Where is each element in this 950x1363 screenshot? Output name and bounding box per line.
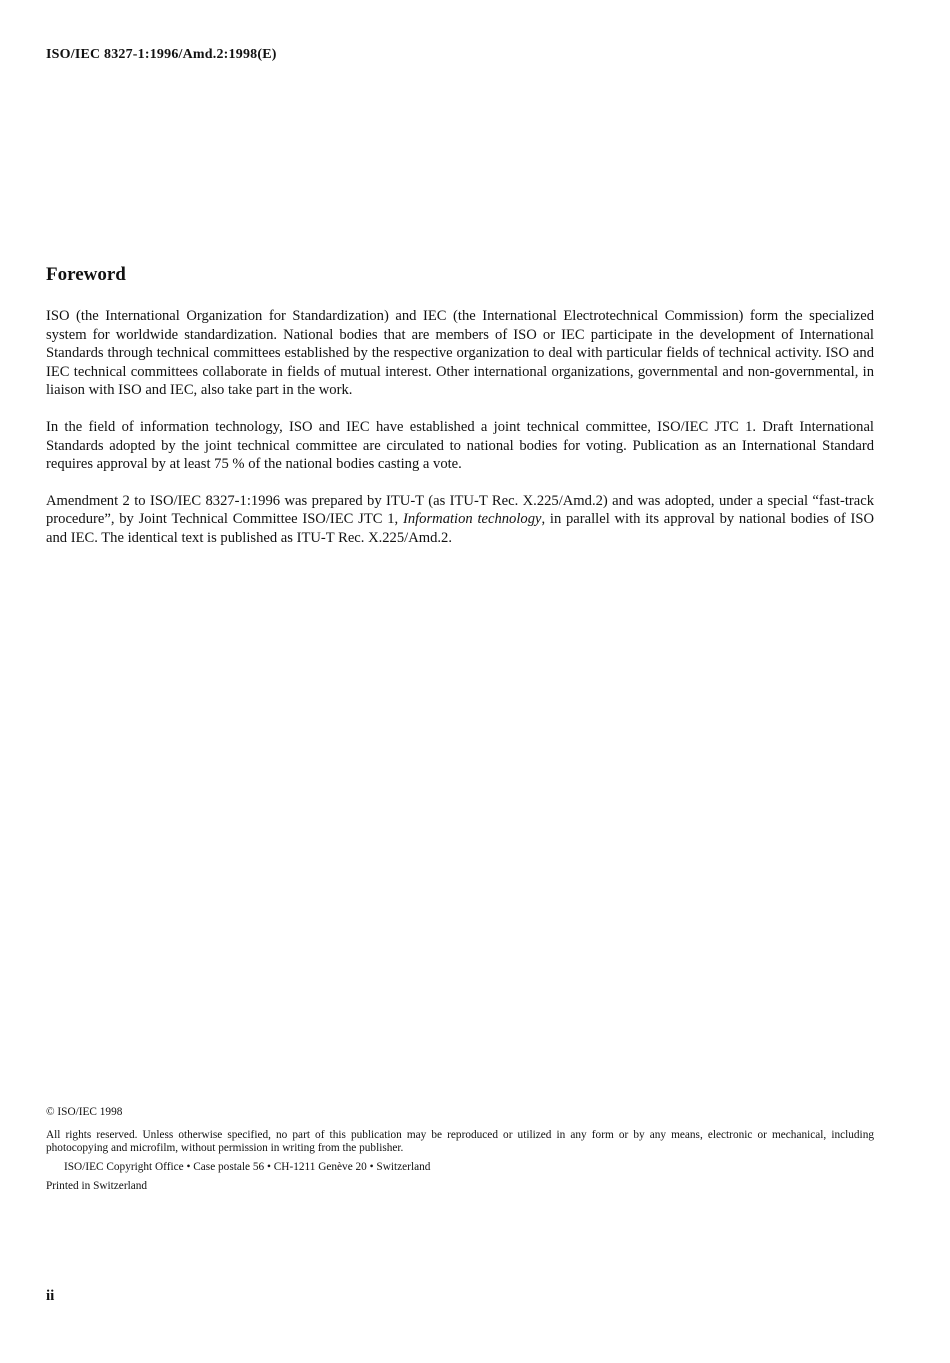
copyright-office-address: ISO/IEC Copyright Office • Case postale 56 • CH-1211 Genève 20 • Switzerland — [64, 1160, 431, 1173]
copyright-footer — [46, 1106, 874, 1194]
foreword-paragraph-1: ISO (the International Organization for Standardization) and IEC (the International Electrotechnical Commission) form the specialized system for worldwide standardization. National bodies that are members of ISO or IEC participate in the development of International Standards through technical committees established by the respective organization to deal with particular fields of technical activity. ISO and IEC technical committees collaborate in fields of mutual interest. Other international organizations, governmental and non-governmental, in liaison with ISO and IEC, also take part in the work. — [46, 308, 874, 399]
rights-statement: All rights reserved. Unless otherwise specified, no part of this publication may be reproduced or utilized in any form or by any means, electronic or mechanical, including photocopying and microfilm, without permission in writing from the publisher. — [46, 1128, 874, 1154]
document-header-id: ISO/IEC 8327-1:1996/Amd.2:1998(E) — [46, 47, 277, 62]
foreword-title: Foreword — [46, 264, 126, 285]
paragraph-3-text-start: Amendment 2 to ISO/IEC 8327-1:1996 was prepared by ITU-T (as ITU-T Rec. X.225/Amd.2) and was adopted, under a special “fast-track procedure”, by Joint Technical Committee ISO/IEC JTC 1, — [46, 492, 874, 528]
page-number: ii — [46, 1288, 55, 1304]
paragraph-3-text-end: , in parallel with its approval by national bodies of ISO and IEC. The identical text is published as ITU-T Rec. X.225/Amd.2. — [46, 511, 874, 546]
foreword-body — [46, 307, 874, 566]
copyright-notice: © ISO/IEC 1998 — [46, 1106, 123, 1118]
printed-in-notice: Printed in Switzerland — [46, 1180, 148, 1192]
committee-title-italic: Information technology — [402, 511, 542, 528]
foreword-paragraph-2: In the field of information technology, ISO and IEC have established a joint technical committee, ISO/IEC JTC 1. Draft International Standards adopted by the joint technical committee are circulated to national bodies for voting. Publication as an International Standard requires approval by at least 75 % of the national bodies casting a vote. — [46, 418, 874, 473]
foreword-paragraph-3 — [46, 492, 874, 548]
